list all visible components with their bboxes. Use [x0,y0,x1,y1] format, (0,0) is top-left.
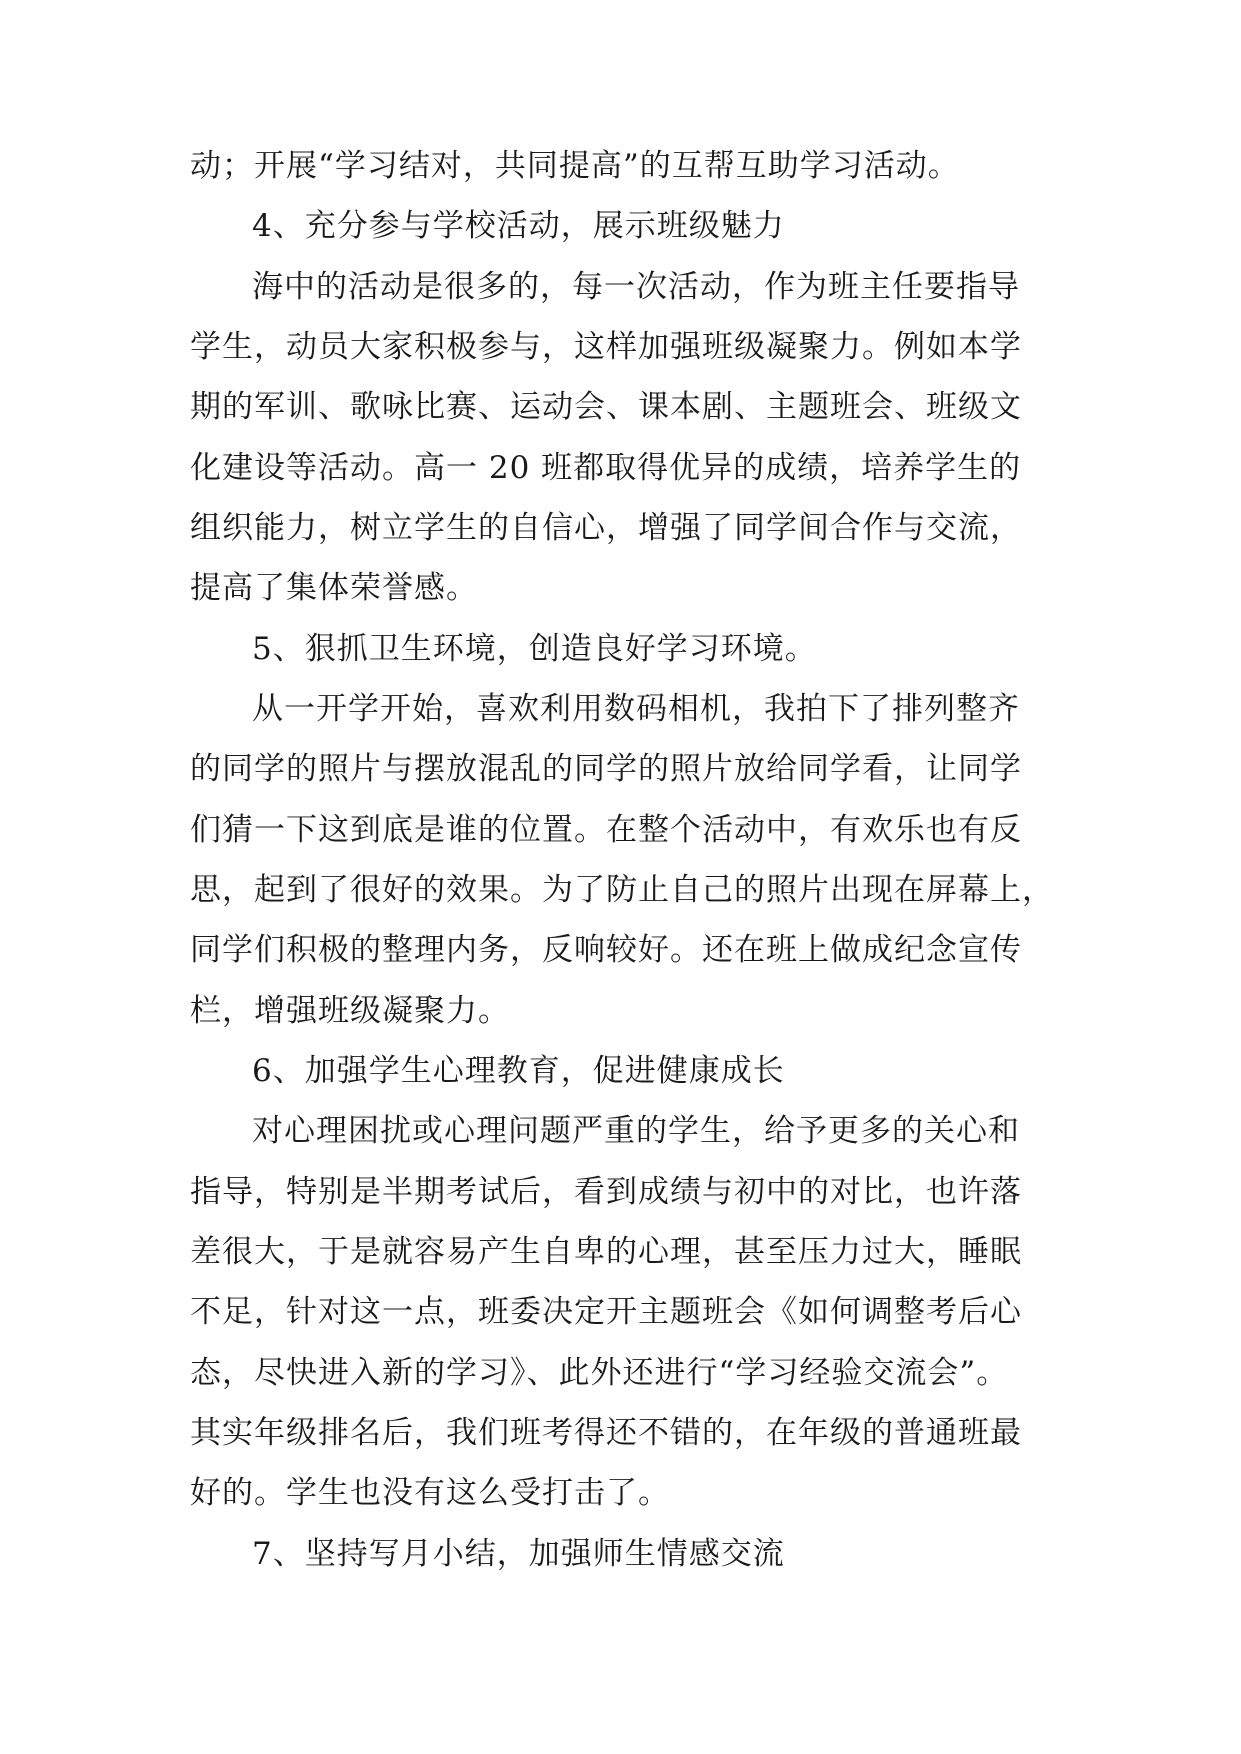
body-text-line: 对心理困扰或心理问题严重的学生，给予更多的关心和 [252,1113,1020,1149]
body-text-line: 不足，针对这一点，班委决定开主题班会《如何调整考后心 [190,1294,1022,1330]
body-text-line: 其实年级排名后，我们班考得还不错的，在年级的普通班最 [190,1415,1022,1451]
section-heading-7: 7、坚持写月小结，加强师生情感交流 [252,1536,785,1572]
body-text-line: 同学们积极的整理内务，反响较好。还在班上做成纪念宣传 [190,932,1022,968]
body-text-line: 指导，特别是半期考试后，看到成绩与初中的对比，也许落 [190,1174,1022,1210]
body-text-line: 从一开学开始，喜欢利用数码相机，我拍下了排列整齐 [252,691,1020,727]
body-text-line: 态，尽快进入新的学习》、此外还进行“学习经验交流会”。 [190,1355,1009,1391]
body-text-line: 提高了集体荣誉感。 [190,570,478,606]
body-text-line: 栏，增强班级凝聚力。 [190,993,510,1029]
section-heading-4: 4、充分参与学校活动，展示班级魅力 [252,208,785,244]
body-text-line: 化建设等活动。高一 20 班都取得优异的成绩，培养学生的 [190,450,1022,486]
body-text-line: 期的军训、歌咏比赛、运动会、课本剧、主题班会、班级文 [190,389,1022,425]
body-text-line: 组织能力，树立学生的自信心，增强了同学间合作与交流， [190,510,1022,546]
body-text-line: 动；开展“学习结对，共同提高”的互帮互助学习活动。 [190,148,960,184]
body-text-line: 思，起到了很好的效果。为了防止自己的照片出现在屏幕上， [190,872,1054,908]
body-text-line: 学生，动员大家积极参与，这样加强班级凝聚力。例如本学 [190,329,1022,365]
body-text-line: 们猜一下这到底是谁的位置。在整个活动中，有欢乐也有反 [190,812,1022,848]
body-text-line: 的同学的照片与摆放混乱的同学的照片放给同学看，让同学 [190,751,1022,787]
body-text-line: 海中的活动是很多的，每一次活动，作为班主任要指导 [252,269,1020,305]
body-text-line: 差很大，于是就容易产生自卑的心理，甚至压力过大，睡眠 [190,1234,1022,1270]
section-heading-5: 5、狠抓卫生环境，创造良好学习环境。 [252,631,817,667]
section-heading-6: 6、加强学生心理教育，促进健康成长 [252,1053,785,1089]
body-text-line: 好的。学生也没有这么受打击了。 [190,1475,670,1511]
